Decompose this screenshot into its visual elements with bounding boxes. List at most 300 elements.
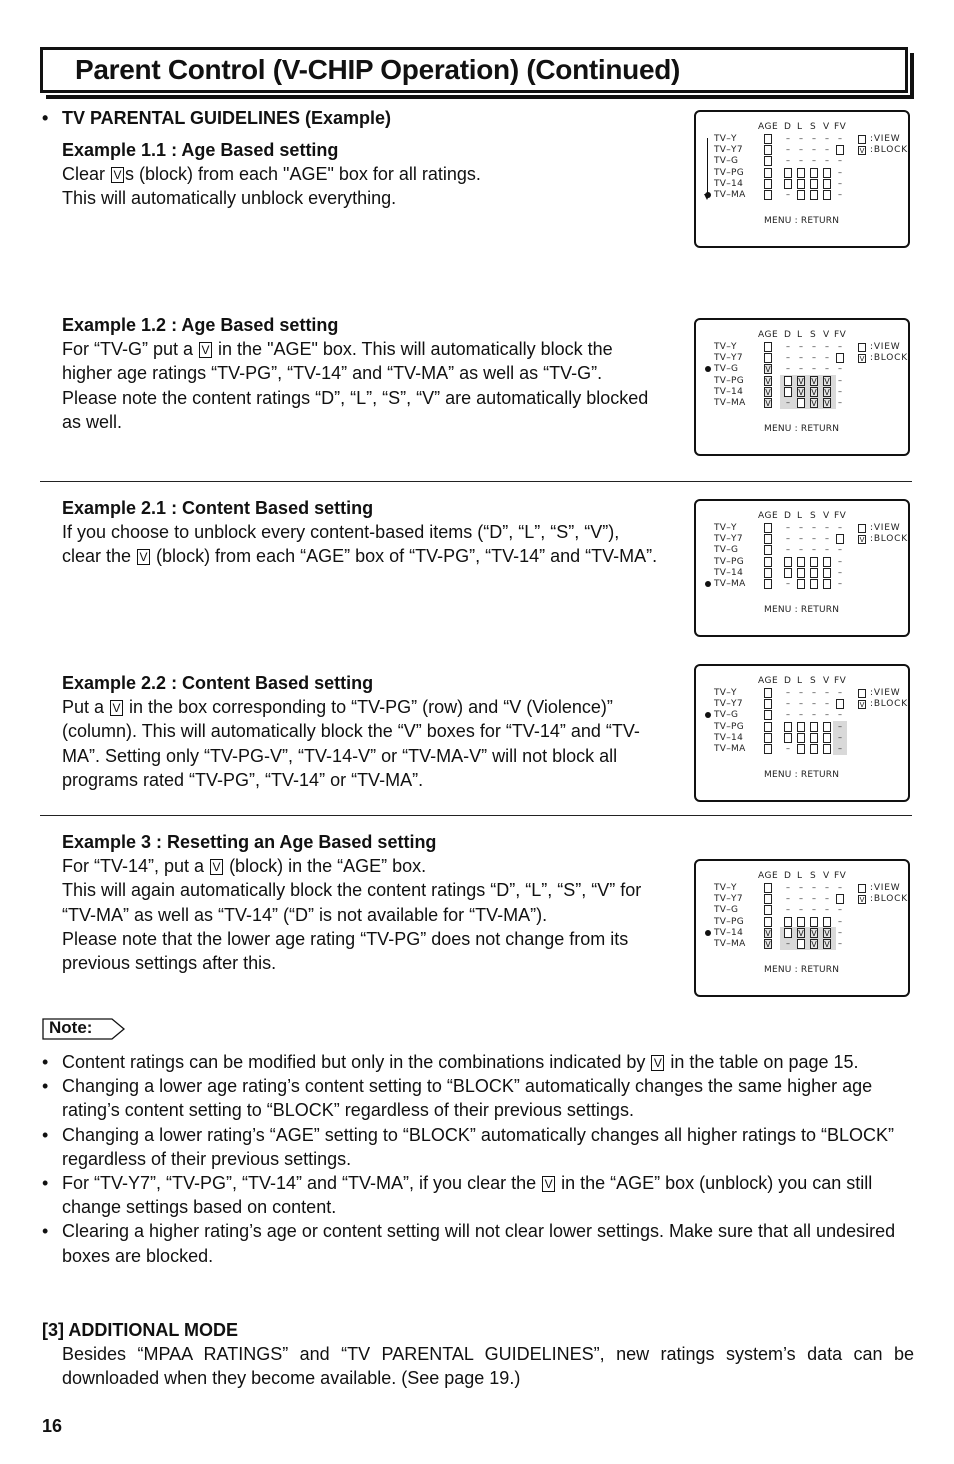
rating-label: TV–MA [714, 398, 746, 408]
content-dash: – [838, 732, 842, 742]
content-dash: – [799, 545, 803, 555]
example-text: For “TV-G” put a [62, 339, 199, 360]
content-dash: – [825, 156, 829, 166]
content-dash: – [838, 134, 842, 143]
content-dash: – [838, 375, 842, 385]
screen-panel-example-1-1 [694, 110, 910, 248]
content-dash: – [786, 744, 790, 753]
note-item: • Changing a lower rating’s “AGE” setting to “BLOCK” automatically changes all higher ratings to “BLOCK” regardless of their previous settings. [42, 1123, 914, 1171]
age-box [764, 156, 772, 166]
legend-label: :VIEW [870, 523, 901, 533]
notes-list [42, 1050, 914, 1268]
legend-box: V [859, 536, 865, 544]
legend-label: :BLOCK [870, 353, 908, 363]
menu-return-label: MENU : RETURN [764, 965, 840, 975]
content-dash: – [825, 134, 829, 143]
content-dash: – [838, 721, 842, 731]
content-box [797, 398, 805, 408]
age-box [764, 134, 772, 144]
content-dash: – [812, 883, 816, 892]
content-box [836, 894, 844, 904]
age-box [764, 342, 772, 352]
content-box [810, 579, 818, 589]
age-box: V [765, 376, 771, 386]
content-dash: – [825, 523, 829, 532]
content-box [810, 722, 818, 732]
rating-label: TV–PG [714, 375, 745, 386]
age-box [764, 917, 772, 927]
example-2-1 [62, 496, 658, 569]
rating-label: TV–MA [714, 744, 746, 754]
content-box: V [798, 387, 804, 397]
content-dash: – [838, 688, 842, 697]
note-item: • For “TV-Y7”, “TV-PG”, “TV-14” and “TV-MA”, if you clear the V in the “AGE” box (unblock) you can still change settings based on content. [42, 1171, 914, 1219]
content-box: V [798, 376, 804, 386]
content-box [836, 534, 844, 544]
content-dash: – [838, 744, 842, 753]
screen-header-label: D [784, 871, 792, 881]
screen-header-label: S [810, 676, 817, 686]
content-dash: – [838, 523, 842, 532]
content-dash: – [786, 699, 790, 709]
content-dash: – [838, 710, 842, 720]
screen-header-label: L [797, 122, 803, 132]
screen-header-label: V [823, 676, 830, 686]
legend-box: V [859, 355, 865, 363]
content-dash: – [786, 134, 790, 143]
age-box [764, 190, 772, 200]
age-box [764, 744, 772, 754]
example-text: If you choose to unblock every content-based items (“D”, “L”, “S”, “V”), clear the [62, 522, 620, 567]
content-dash: – [838, 556, 842, 566]
content-dash: – [812, 534, 816, 544]
content-box [784, 917, 792, 927]
screen-header-label: L [797, 511, 803, 521]
content-dash: – [838, 156, 842, 166]
content-dash: – [799, 699, 803, 709]
divider [40, 481, 912, 482]
age-box [764, 534, 772, 544]
content-dash: – [812, 523, 816, 532]
screen-header-label: S [810, 122, 817, 132]
content-dash: – [812, 353, 816, 363]
example-text: Clear [62, 164, 111, 185]
content-dash: – [825, 883, 829, 892]
content-dash: – [825, 688, 829, 697]
content-dash: – [786, 688, 790, 697]
example-text: s (block) from each "AGE" box for all ratings. [125, 164, 481, 185]
content-dash: – [838, 579, 842, 588]
legend-box: V [859, 896, 865, 904]
content-dash: – [825, 545, 829, 555]
note-item: • Content ratings can be modified but only in the combinations indicated by V in the table on page 15. [42, 1050, 914, 1074]
screen-header-label: V [823, 122, 830, 132]
content-box [823, 744, 831, 754]
content-dash: – [799, 364, 803, 374]
content-dash: – [799, 710, 803, 720]
content-box [797, 917, 805, 927]
rating-label: TV–14 [714, 178, 744, 189]
age-box [764, 353, 772, 363]
legend-box [858, 343, 866, 352]
legend-label: :BLOCK [870, 145, 908, 155]
example-heading: Example 2.1 : Content Based setting [62, 498, 374, 518]
content-dash: – [786, 939, 790, 948]
screen-header-label: V [823, 330, 830, 340]
content-dash: – [838, 567, 842, 577]
screen-panel-example-3 [694, 859, 910, 997]
age-box [764, 894, 772, 904]
check-box-icon: V [137, 549, 150, 565]
rating-label: TV–G [714, 710, 739, 721]
additional-text: Besides “MPAA RATINGS” and “TV PARENTAL GUIDELINES”, new ratings system’s data can be downloaded when they become available. (See page 19.) [62, 1344, 914, 1389]
additional-heading: [3] ADDITIONAL MODE [42, 1320, 238, 1340]
content-dash: – [786, 894, 790, 904]
age-box [764, 179, 772, 189]
content-dash: – [838, 364, 842, 374]
content-dash: – [825, 710, 829, 720]
example-1-2 [62, 313, 658, 434]
legend-label: :VIEW [870, 883, 901, 893]
content-box [810, 917, 818, 927]
content-dash: – [786, 883, 790, 892]
content-dash: – [786, 156, 790, 166]
content-dash: – [786, 145, 790, 155]
screen-header-label: FV [834, 871, 847, 881]
content-dash: – [799, 342, 803, 351]
screen-header-label: L [797, 676, 803, 686]
content-dash: – [812, 156, 816, 166]
age-box [764, 722, 772, 732]
content-box [797, 168, 805, 178]
menu-return-label: MENU : RETURN [764, 424, 840, 434]
rating-label: TV–14 [714, 732, 744, 743]
note-item: • Changing a lower age rating’s content setting to “BLOCK” automatically changes the same higher age rating’s content setting to “BLOCK” regardless of their previous settings. [42, 1074, 914, 1122]
screen-header-label: L [797, 871, 803, 881]
check-box-icon: V [542, 1176, 555, 1192]
content-dash: – [838, 190, 842, 199]
screen-header-label: AGE [758, 330, 779, 340]
legend-label: :BLOCK [870, 534, 908, 544]
screen-panel-example-2-2 [694, 664, 910, 802]
screen-header-label: D [784, 511, 792, 521]
content-dash: – [799, 353, 803, 363]
legend-box: V [859, 701, 865, 709]
example-text: Put a [62, 697, 110, 718]
legend-label: :BLOCK [870, 699, 908, 709]
content-dash: – [799, 894, 803, 904]
content-box: V [811, 928, 817, 938]
check-box-icon: V [651, 1055, 664, 1071]
content-dash: – [786, 710, 790, 720]
age-box [764, 905, 772, 915]
page-number: 16 [42, 1416, 63, 1436]
content-dash: – [786, 534, 790, 544]
rating-label: TV–G [714, 156, 739, 167]
content-box: V [824, 387, 830, 397]
content-box [797, 744, 805, 754]
content-box [797, 579, 805, 589]
rating-label: TV–MA [714, 579, 746, 589]
content-dash: – [825, 364, 829, 374]
content-box [797, 722, 805, 732]
rating-label: TV–14 [714, 927, 744, 938]
check-box-icon: V [210, 859, 223, 875]
menu-return-label: MENU : RETURN [764, 770, 840, 780]
menu-return-label: MENU : RETURN [764, 605, 840, 615]
screen-panel-example-1-2 [694, 318, 910, 456]
legend-label: :VIEW [870, 342, 901, 352]
content-dash: – [838, 386, 842, 396]
screen-header-label: FV [834, 122, 847, 132]
additional-mode [42, 1318, 914, 1391]
rating-label: TV–Y [714, 523, 737, 533]
age-box [764, 710, 772, 720]
content-dash: – [786, 523, 790, 532]
note-item: • Clearing a higher rating’s age or content setting will not clear lower settings. Make sure that all undesired boxes are blocked. [42, 1219, 914, 1267]
rating-label: TV–G [714, 905, 739, 916]
content-box: V [811, 940, 817, 949]
content-dash: – [838, 939, 842, 948]
age-box: V [765, 387, 771, 397]
rating-label: TV–Y7 [714, 353, 743, 364]
content-box [823, 190, 831, 200]
rating-label: TV–Y7 [714, 534, 743, 545]
screen-header-label: D [784, 122, 792, 132]
content-box [797, 179, 805, 189]
content-dash: – [838, 167, 842, 177]
screen-header-label: S [810, 330, 817, 340]
content-box [836, 353, 844, 363]
example-text: This will automatically unblock everything. [62, 188, 397, 209]
content-box [784, 179, 792, 189]
content-dash: – [812, 688, 816, 697]
content-dash: – [838, 916, 842, 926]
rating-label: TV–MA [714, 939, 746, 949]
content-box [823, 168, 831, 178]
content-dash: – [812, 342, 816, 351]
example-2-2 [62, 671, 658, 792]
content-box [797, 939, 805, 949]
age-box [764, 545, 772, 555]
cursor-dot-icon [705, 192, 711, 198]
content-dash: – [825, 699, 829, 709]
content-box [823, 917, 831, 927]
rating-label: TV–14 [714, 386, 744, 397]
screen-header-label: AGE [758, 676, 779, 686]
content-dash: – [825, 342, 829, 351]
age-box [764, 523, 772, 533]
content-dash: – [838, 342, 842, 351]
content-dash: – [812, 905, 816, 915]
content-dash: – [825, 353, 829, 363]
check-box-icon: V [110, 700, 123, 716]
age-box [764, 883, 772, 893]
content-box: V [811, 399, 817, 408]
content-box: V [811, 376, 817, 386]
content-box [823, 557, 831, 567]
example-text: in the "AGE" box. This will automatically block the higher age ratings “TV-PG”, “TV-14” and “TV-MA” as well as “TV-G”. Please note the content ratings “D”, “L”, “S”, “V” are automatically blocked as well. [62, 339, 649, 432]
check-box-icon: V [111, 167, 124, 183]
screen-header-label: FV [834, 676, 847, 686]
example-text: For “TV-14”, put a [62, 856, 210, 877]
content-dash: – [799, 134, 803, 143]
example-text: (block) in the “AGE” box. [224, 856, 427, 877]
age-box: V [765, 399, 771, 408]
content-box [784, 168, 792, 178]
content-box [797, 190, 805, 200]
page-title: Parent Control (V-CHIP Operation) (Continued) [75, 54, 681, 85]
content-dash: – [838, 178, 842, 188]
age-box [764, 145, 772, 155]
rating-label: TV–Y [714, 134, 737, 144]
rating-label: TV–PG [714, 167, 745, 178]
screen-header-label: AGE [758, 871, 779, 881]
content-dash: – [812, 699, 816, 709]
screen-header-label: S [810, 871, 817, 881]
example-text: in the box corresponding to “TV-PG” (row) and “V (Violence)” (column). This will automatically block the “V” boxes for “TV-14” and “TV-MA”. Setting only “TV-PG-V”, “TV-14-V” or “TV-MA-V” will not block all programs rated “TV-PG”, “TV-14” or “TV-MA”. [62, 697, 640, 790]
legend-label: :VIEW [870, 134, 901, 144]
content-dash: – [799, 534, 803, 544]
content-box [810, 744, 818, 754]
example-text: Please note that the lower age rating “TV-PG” does not change from its previous settings after this. [62, 928, 629, 974]
content-box [784, 568, 792, 578]
legend-label: :BLOCK [870, 894, 908, 904]
guidelines-heading-text: TV PARENTAL GUIDELINES (Example) [62, 108, 392, 128]
rating-label: TV–G [714, 364, 739, 375]
arrow-down-icon [707, 138, 708, 196]
content-dash: – [825, 905, 829, 915]
content-box: V [824, 399, 830, 408]
screen-header-label: S [810, 511, 817, 521]
content-box: V [824, 928, 830, 938]
legend-label: :VIEW [870, 688, 901, 698]
content-dash: – [786, 579, 790, 588]
rating-label: TV–PG [714, 721, 745, 732]
screen-header-label: AGE [758, 511, 779, 521]
content-dash: – [825, 894, 829, 904]
content-dash: – [812, 134, 816, 143]
content-box [810, 733, 818, 743]
content-dash: – [812, 145, 816, 155]
content-dash: – [812, 545, 816, 555]
note-label: Note: [49, 1018, 93, 1037]
content-dash: – [838, 545, 842, 555]
screen-header-label: D [784, 330, 792, 340]
content-dash: – [786, 353, 790, 363]
age-box [764, 568, 772, 578]
content-box [797, 733, 805, 743]
rating-label: TV–14 [714, 567, 744, 578]
content-dash: – [799, 883, 803, 892]
content-box [810, 168, 818, 178]
content-box [810, 568, 818, 578]
age-box [764, 579, 772, 589]
example-text: This will again automatically block the content ratings “D”, “L”, “S”, “V” for “TV-MA” as well as “TV-14” (“D” is not available for “TV-MA”). [62, 880, 642, 925]
content-dash: – [812, 710, 816, 720]
content-box [810, 179, 818, 189]
screen-panel-example-2-1 [694, 499, 910, 637]
screen-header-label: V [823, 871, 830, 881]
rating-label: TV–MA [714, 190, 746, 200]
title-bar [40, 47, 908, 93]
content-dash: – [786, 905, 790, 915]
content-box [784, 376, 792, 386]
age-box: V [765, 365, 771, 375]
guidelines-heading: • TV PARENTAL GUIDELINES (Example) [42, 108, 392, 128]
content-dash: – [799, 145, 803, 155]
example-1-1 [62, 138, 658, 211]
rating-label: TV–PG [714, 916, 745, 927]
legend-box [858, 689, 866, 698]
age-box [764, 557, 772, 567]
note-tag [42, 1018, 120, 1040]
cursor-dot-icon [705, 581, 711, 587]
legend-box [858, 524, 866, 533]
rating-label: TV–Y7 [714, 894, 743, 905]
rating-label: TV–Y7 [714, 699, 743, 710]
content-box [784, 722, 792, 732]
content-dash: – [838, 398, 842, 407]
age-box [764, 168, 772, 178]
content-box [836, 699, 844, 709]
content-box [797, 568, 805, 578]
example-3 [62, 830, 658, 975]
content-box [823, 733, 831, 743]
rating-label: TV–Y [714, 342, 737, 352]
content-dash: – [786, 398, 790, 407]
content-dash: – [825, 145, 829, 155]
content-box [810, 557, 818, 567]
cursor-dot-icon [705, 366, 711, 372]
age-box [764, 733, 772, 743]
content-box [784, 387, 792, 397]
screen-header-label: AGE [758, 122, 779, 132]
content-box [823, 579, 831, 589]
content-dash: – [799, 523, 803, 532]
content-box [797, 557, 805, 567]
menu-return-label: MENU : RETURN [764, 216, 840, 226]
example-heading: Example 3 : Resetting an Age Based setting [62, 832, 437, 852]
content-box [823, 722, 831, 732]
content-box [836, 145, 844, 155]
age-box: V [765, 928, 771, 938]
example-heading: Example 2.2 : Content Based setting [62, 673, 374, 693]
legend-box [858, 135, 866, 144]
cursor-dot-icon [705, 930, 711, 936]
check-box-icon: V [199, 342, 212, 358]
content-dash: – [799, 688, 803, 697]
screen-header-label: FV [834, 330, 847, 340]
content-dash: – [799, 156, 803, 166]
rating-label: TV–Y [714, 883, 737, 893]
content-dash: – [825, 534, 829, 544]
content-box [784, 733, 792, 743]
age-box [764, 699, 772, 709]
content-dash: – [838, 883, 842, 892]
rating-label: TV–G [714, 545, 739, 556]
example-heading: Example 1.1 : Age Based setting [62, 140, 339, 160]
content-box: V [798, 928, 804, 938]
example-heading: Example 1.2 : Age Based setting [62, 315, 339, 335]
content-dash: – [838, 927, 842, 937]
content-dash: – [786, 190, 790, 199]
screen-header-label: D [784, 676, 792, 686]
content-dash: – [838, 905, 842, 915]
content-box: V [824, 376, 830, 386]
legend-box: V [859, 147, 865, 155]
rating-label: TV–PG [714, 556, 745, 567]
